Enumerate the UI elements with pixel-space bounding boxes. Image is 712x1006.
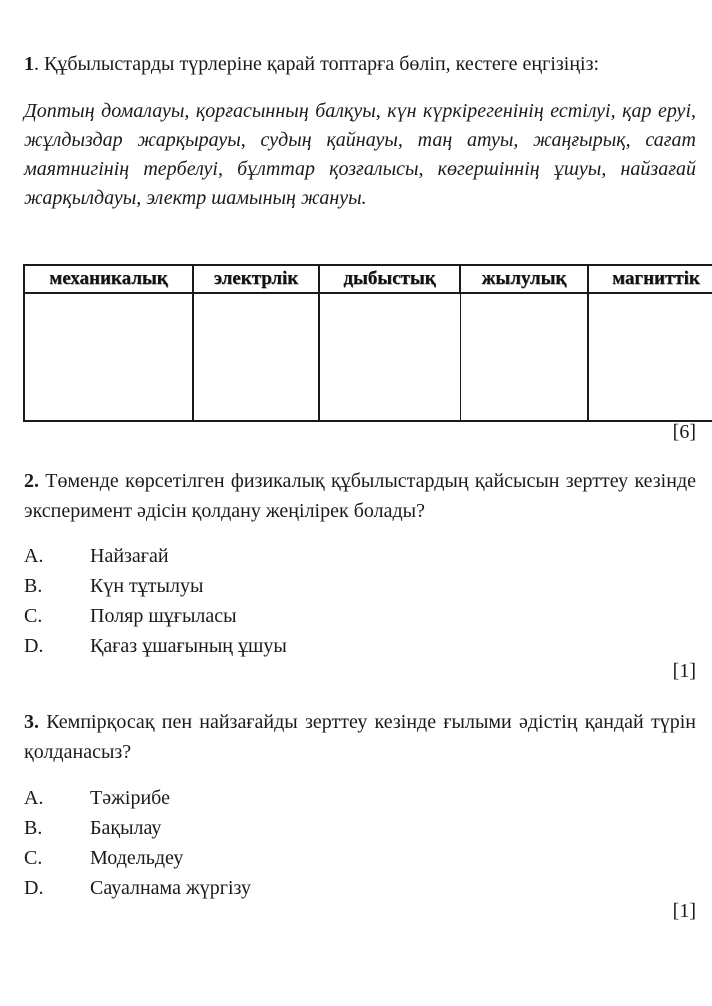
question-3-prompt: Кемпірқосақ пен найзағайды зерттеу кезінде ғылыми әдістің қандай түрін қолданасыз?	[24, 711, 696, 763]
question-1-number: 1	[24, 53, 34, 75]
question-1-prompt: . Құбылыстарды түрлеріне қарай топтарға бөліп, кестеге еңгізіңіз:	[34, 53, 600, 75]
option-item[interactable]	[24, 541, 287, 571]
option-letter: C.	[24, 605, 43, 627]
option-item[interactable]	[24, 813, 251, 843]
question-3-number: 3.	[24, 711, 39, 733]
question-2-score: [1]	[672, 660, 696, 682]
option-text: Тәжірибе	[90, 787, 170, 809]
option-item[interactable]	[24, 873, 251, 903]
option-text: Қағаз ұшағының ұшуы	[90, 635, 287, 657]
option-text: Найзағай	[90, 545, 169, 567]
question-1-phenomena-list: Доптың домалауы, қорғасынның балқуы, күн күркірегенінің естілуі, қар еруі, жұлдыздар жарқырауы, судың қайнауы, таң атуы, жаңғырық, сағат маятнигінің тербелуі, бұлттар қозғалысы, көгершіннің ұшуы, найзағай жарқылдауы, электр шамының жануы.	[24, 100, 696, 209]
option-text: Поляр шұғыласы	[90, 605, 237, 627]
answer-cell-mechanical[interactable]	[24, 293, 193, 421]
classification-table	[23, 264, 712, 422]
question-3-score: [1]	[672, 900, 696, 922]
option-text: Сауалнама жүргізу	[90, 877, 252, 899]
option-item[interactable]	[24, 843, 251, 873]
question-2-number: 2.	[24, 470, 39, 492]
question-1-heading	[24, 49, 696, 79]
option-text: Күн тұтылуы	[90, 575, 204, 597]
option-letter: C.	[24, 847, 43, 869]
question-3-options	[24, 783, 251, 903]
option-letter: D.	[24, 635, 44, 657]
option-text: Модельдеу	[90, 847, 184, 869]
option-letter: B.	[24, 575, 43, 597]
question-1-score: [6]	[672, 421, 696, 443]
header-electrical: электрлік	[193, 265, 319, 293]
answer-cell-thermal[interactable]	[460, 293, 588, 421]
option-letter: D.	[24, 877, 44, 899]
option-letter: A.	[24, 787, 44, 809]
answer-cell-sound[interactable]	[319, 293, 460, 421]
header-mechanical: механикалық	[24, 265, 193, 293]
option-item[interactable]	[24, 571, 287, 601]
question-2-options	[24, 541, 287, 661]
option-letter: A.	[24, 545, 44, 567]
answer-cell-magnetic[interactable]	[588, 293, 712, 421]
option-item[interactable]	[24, 783, 251, 813]
question-3-heading	[24, 707, 696, 767]
option-letter: B.	[24, 817, 43, 839]
header-thermal: жылулық	[460, 265, 588, 293]
question-2-prompt: Төменде көрсетілген физикалық құбылыстардың қайсысын зерттеу кезінде эксперимент әдісін қолдану жеңілірек болады?	[24, 470, 696, 522]
answer-cell-electrical[interactable]	[193, 293, 319, 421]
header-sound: дыбыстық	[319, 265, 460, 293]
option-item[interactable]	[24, 631, 287, 661]
option-item[interactable]	[24, 601, 287, 631]
question-2-heading	[24, 466, 696, 526]
header-magnetic: магниттік	[588, 265, 712, 293]
option-text: Бақылау	[90, 817, 162, 839]
